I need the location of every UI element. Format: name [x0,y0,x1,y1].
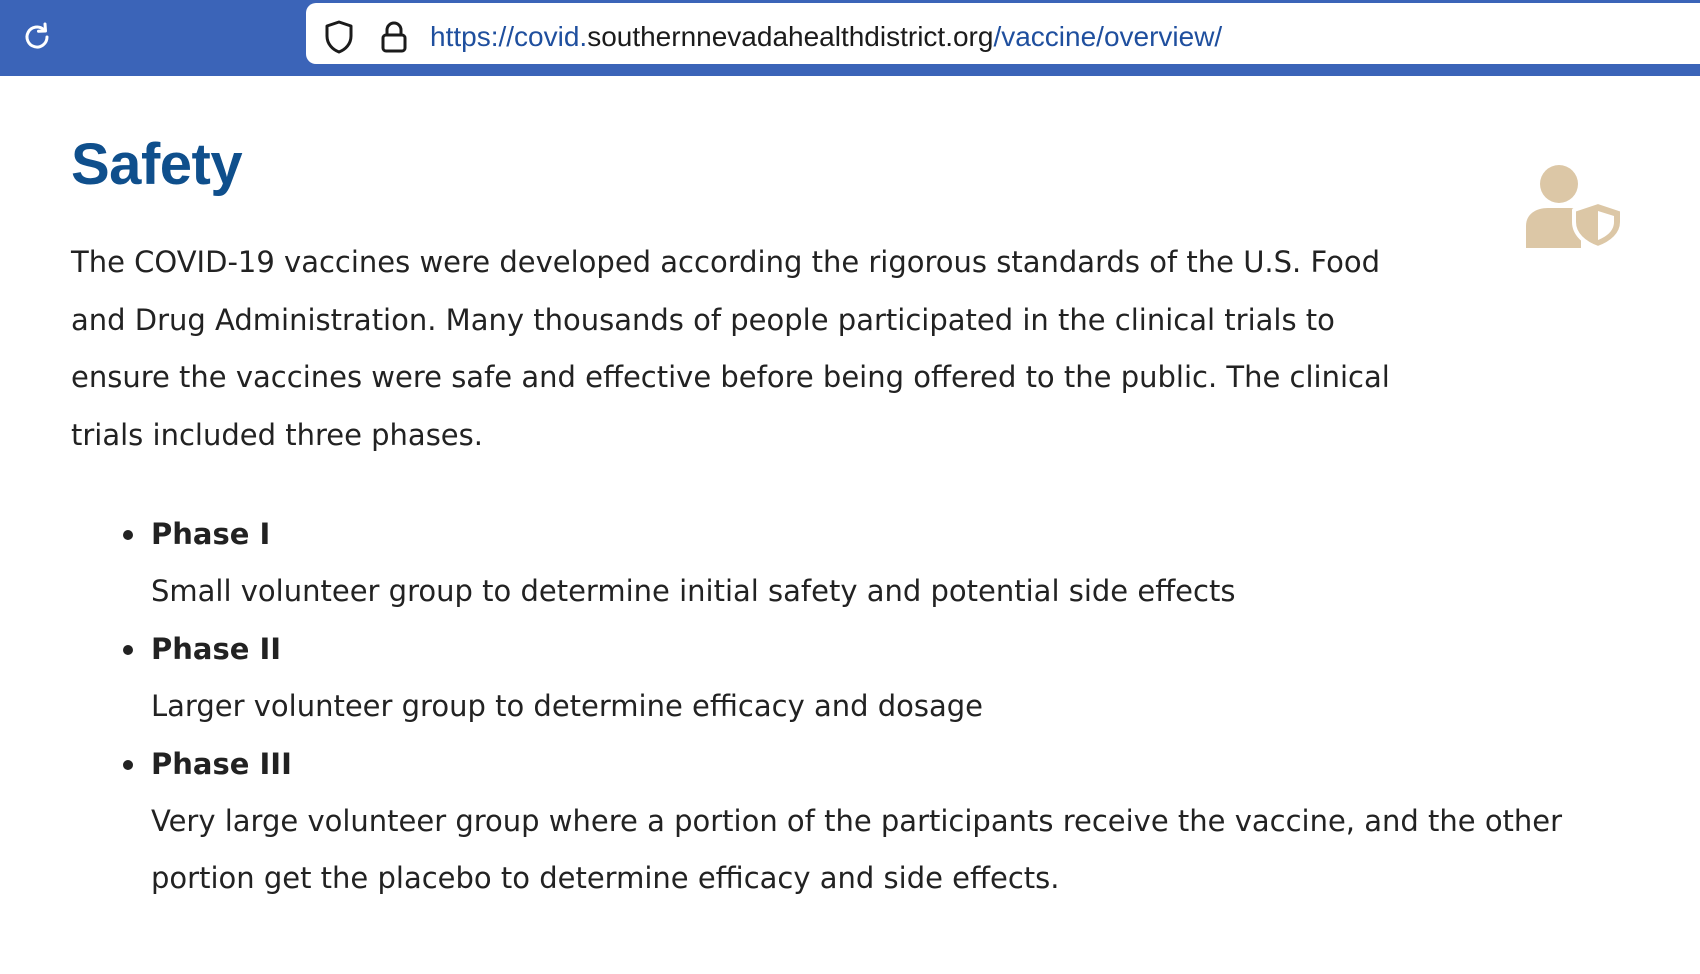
phase-name: Phase I [151,517,271,551]
intro-paragraph: The COVID-19 vaccines were developed according the rigorous standards of the U.S. Food and Drug Administration. Many thousands of people participated in the clinical trials to ensure the vaccines were safe and effective before being offered to the public. The clinical trials included three phases. [71,245,1390,452]
url-text[interactable] [430,19,1222,55]
list-item [71,620,1631,735]
list-item [71,735,1631,907]
page-title: Safety [71,132,243,197]
list-item [71,505,1631,620]
url-domain: southernnevadahealthdistrict.org [587,21,994,52]
phase-description: Small volunteer group to determine initial safety and potential side effects [151,574,1236,608]
bullet [123,530,133,540]
phase-list [71,505,1631,907]
phase-description: Larger volunteer group to determine efficacy and dosage [151,689,984,723]
reload-button[interactable] [16,16,58,58]
phase-name: Phase III [151,747,292,781]
bullet [123,645,133,655]
phase-name: Phase II [151,632,282,666]
lock-icon[interactable] [377,20,411,54]
url-path: /vaccine/overview/ [993,21,1223,52]
browser-toolbar [0,0,1700,76]
user-shield-icon [1524,164,1626,248]
url-scheme: https://covid. [430,21,588,52]
address-bar[interactable] [306,3,1700,64]
reload-icon[interactable] [20,20,54,54]
phase-description: Very large volunteer group where a portion of the participants receive the vaccine, and the other portion get the placebo to determine efficacy and side effects. [151,804,1563,895]
bullet [123,760,133,770]
shield-icon[interactable] [322,20,356,54]
